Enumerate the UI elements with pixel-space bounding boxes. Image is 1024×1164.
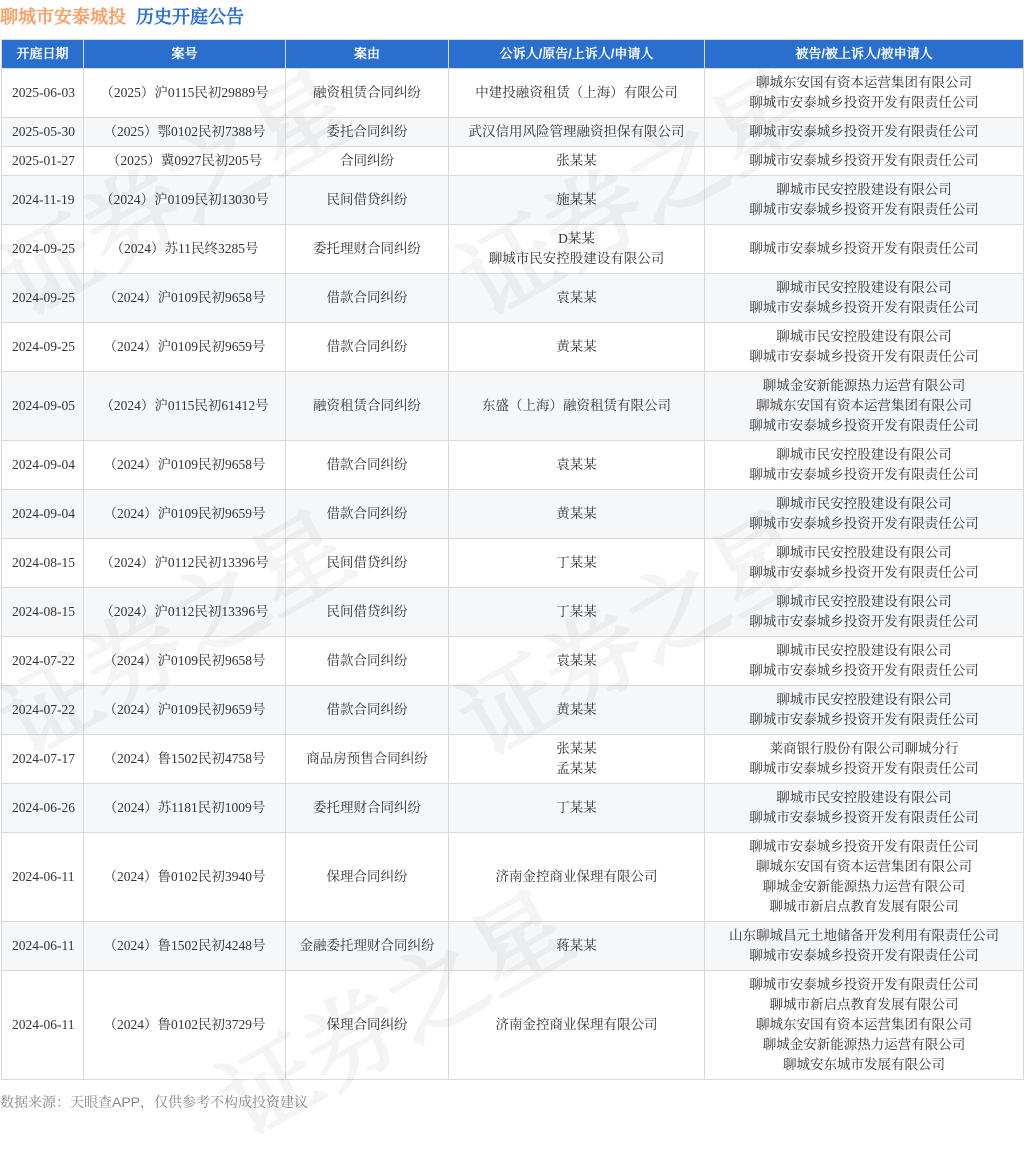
- defendant-name: 聊城市安泰城乡投资开发有限责任公司: [749, 349, 979, 364]
- header-date: 开庭日期: [2, 40, 84, 69]
- defendant-name: 聊城市民安控股建设有限公司: [776, 182, 952, 197]
- case-number-cell: （2024）沪0109民初13030号: [84, 176, 286, 225]
- table-row: [2, 441, 1024, 490]
- hearing-date-cell: 2024-08-15: [2, 539, 84, 588]
- table-body: [2, 69, 1024, 1080]
- hearing-date-cell: 2024-07-22: [2, 637, 84, 686]
- defendant-name: 聊城市民安控股建设有限公司: [776, 280, 952, 295]
- page-header: [0, 0, 1024, 32]
- defendant-cell: [705, 686, 1024, 735]
- case-cause-cell: 金融委托理财合同纠纷: [286, 922, 449, 971]
- case-cause-cell: 融资租赁合同纠纷: [286, 69, 449, 118]
- defendant-cell: [705, 784, 1024, 833]
- plaintiff-cell: [449, 735, 705, 784]
- plaintiff-cell: [449, 372, 705, 441]
- company-name: 聊城市安泰城投: [0, 7, 126, 27]
- hearing-date-cell: 2025-05-30: [2, 118, 84, 147]
- defendant-name: 聊城市安泰城乡投资开发有限责任公司: [749, 614, 979, 629]
- defendant-cell: [705, 971, 1024, 1080]
- case-number-cell: （2025）冀0927民初205号: [84, 147, 286, 176]
- defendant-name: 聊城东安国有资本运营集团有限公司: [756, 75, 972, 90]
- defendant-name: 聊城市安泰城乡投资开发有限责任公司: [749, 839, 979, 854]
- plaintiff-name: 黄某某: [556, 339, 597, 354]
- hearing-date-cell: 2024-11-19: [2, 176, 84, 225]
- case-cause-cell: 保理合同纠纷: [286, 971, 449, 1080]
- case-number-cell: （2024）鲁1502民初4758号: [84, 735, 286, 784]
- plaintiff-name: 蒋某某: [556, 938, 597, 953]
- case-number-cell: （2024）鲁1502民初4248号: [84, 922, 286, 971]
- table-row: [2, 833, 1024, 922]
- page-title: 历史开庭公告: [136, 7, 244, 27]
- case-number-cell: （2024）沪0112民初13396号: [84, 588, 286, 637]
- defendant-name: 聊城市民安控股建设有限公司: [776, 643, 952, 658]
- defendant-name: 聊城安东城市发展有限公司: [783, 1057, 945, 1072]
- plaintiff-name: 济南金控商业保理有限公司: [495, 1017, 658, 1032]
- table-row: [2, 323, 1024, 372]
- case-number-cell: （2024）沪0112民初13396号: [84, 539, 286, 588]
- table-row: [2, 69, 1024, 118]
- defendant-name: 聊城市安泰城乡投资开发有限责任公司: [749, 153, 979, 168]
- defendant-cell: [705, 441, 1024, 490]
- case-cause-cell: 委托理财合同纠纷: [286, 225, 449, 274]
- table-row: [2, 372, 1024, 441]
- defendant-name: 聊城市民安控股建设有限公司: [776, 594, 952, 609]
- plaintiff-name: 丁某某: [556, 800, 597, 815]
- plaintiff-name: 武汉信用风险管理融资担保有限公司: [468, 124, 685, 139]
- defendant-cell: [705, 274, 1024, 323]
- case-cause-cell: 借款合同纠纷: [286, 323, 449, 372]
- defendant-cell: [705, 637, 1024, 686]
- defendant-name: 聊城东安国有资本运营集团有限公司: [756, 398, 972, 413]
- case-number-cell: （2024）苏1181民初1009号: [84, 784, 286, 833]
- case-cause-cell: 保理合同纠纷: [286, 833, 449, 922]
- table-row: [2, 686, 1024, 735]
- plaintiff-name: 济南金控商业保理有限公司: [495, 869, 658, 884]
- plaintiff-cell: [449, 147, 705, 176]
- case-cause-cell: 委托理财合同纠纷: [286, 784, 449, 833]
- case-number-cell: （2024）苏11民终3285号: [84, 225, 286, 274]
- defendant-name: 聊城市民安控股建设有限公司: [776, 790, 952, 805]
- defendant-name: 聊城东安国有资本运营集团有限公司: [756, 859, 972, 874]
- case-number-cell: （2024）沪0109民初9658号: [84, 637, 286, 686]
- defendant-cell: [705, 176, 1024, 225]
- hearing-date-cell: 2024-06-26: [2, 784, 84, 833]
- defendant-name: 聊城市安泰城乡投资开发有限责任公司: [749, 810, 979, 825]
- case-number-cell: （2024）沪0109民初9659号: [84, 686, 286, 735]
- plaintiff-cell: [449, 686, 705, 735]
- hearing-date-cell: 2024-09-25: [2, 323, 84, 372]
- table-row: [2, 922, 1024, 971]
- plaintiff-cell: [449, 588, 705, 637]
- table-row: [2, 971, 1024, 1080]
- defendant-name: 聊城市新启点教育发展有限公司: [769, 997, 959, 1012]
- header-plaintiff: 公诉人/原告/上诉人/申请人: [449, 40, 705, 69]
- defendant-name: 聊城市安泰城乡投资开发有限责任公司: [749, 241, 979, 256]
- plaintiff-cell: [449, 274, 705, 323]
- table-row: [2, 490, 1024, 539]
- case-cause-cell: 借款合同纠纷: [286, 274, 449, 323]
- plaintiff-cell: [449, 69, 705, 118]
- defendant-cell: [705, 372, 1024, 441]
- plaintiff-cell: [449, 118, 705, 147]
- table-row: [2, 176, 1024, 225]
- plaintiff-cell: [449, 323, 705, 372]
- case-number-cell: （2025）沪0115民初29889号: [84, 69, 286, 118]
- defendant-name: 聊城市安泰城乡投资开发有限责任公司: [749, 761, 979, 776]
- plaintiff-name: 中建投融资租赁（上海）有限公司: [475, 85, 678, 100]
- defendant-name: 聊城东安国有资本运营集团有限公司: [756, 1017, 972, 1032]
- hearing-date-cell: 2024-09-05: [2, 372, 84, 441]
- court-announcement-table: [1, 39, 1024, 1080]
- case-number-cell: （2024）沪0109民初9659号: [84, 323, 286, 372]
- table-row: [2, 637, 1024, 686]
- plaintiff-name: 黄某某: [556, 702, 597, 717]
- hearing-date-cell: 2024-08-15: [2, 588, 84, 637]
- case-cause-cell: 借款合同纠纷: [286, 637, 449, 686]
- case-number-cell: （2024）鲁0102民初3729号: [84, 971, 286, 1080]
- plaintiff-name: 丁某某: [556, 555, 597, 570]
- plaintiff-name: 张某某: [556, 153, 597, 168]
- case-cause-cell: 借款合同纠纷: [286, 490, 449, 539]
- hearing-date-cell: 2025-06-03: [2, 69, 84, 118]
- hearing-date-cell: 2024-07-22: [2, 686, 84, 735]
- case-cause-cell: 商品房预售合同纠纷: [286, 735, 449, 784]
- defendant-name: 聊城市安泰城乡投资开发有限责任公司: [749, 663, 979, 678]
- defendant-name: 聊城金安新能源热力运营有限公司: [762, 1037, 966, 1052]
- defendant-cell: [705, 225, 1024, 274]
- defendant-cell: [705, 735, 1024, 784]
- plaintiff-cell: [449, 539, 705, 588]
- plaintiff-name: 丁某某: [556, 604, 597, 619]
- plaintiff-name: D某某: [558, 231, 595, 246]
- plaintiff-cell: [449, 637, 705, 686]
- plaintiff-cell: [449, 490, 705, 539]
- table-row: [2, 225, 1024, 274]
- header-defendant: 被告/被上诉人/被申请人: [705, 40, 1024, 69]
- defendant-name: 聊城市安泰城乡投资开发有限责任公司: [749, 202, 979, 217]
- hearing-date-cell: 2024-09-25: [2, 274, 84, 323]
- plaintiff-name: 张某某: [556, 741, 597, 756]
- plaintiff-name: 孟某某: [556, 761, 597, 776]
- table-row: [2, 784, 1024, 833]
- defendant-name: 聊城市民安控股建设有限公司: [776, 496, 952, 511]
- defendant-cell: [705, 833, 1024, 922]
- plaintiff-name: 黄某某: [556, 506, 597, 521]
- case-cause-cell: 融资租赁合同纠纷: [286, 372, 449, 441]
- defendant-cell: [705, 118, 1024, 147]
- table-header-row: [2, 40, 1024, 69]
- hearing-date-cell: 2024-09-25: [2, 225, 84, 274]
- case-cause-cell: 民间借贷纠纷: [286, 588, 449, 637]
- hearing-date-cell: 2024-09-04: [2, 441, 84, 490]
- plaintiff-name: 聊城市民安控股建设有限公司: [488, 251, 665, 266]
- defendant-cell: [705, 922, 1024, 971]
- hearing-date-cell: 2024-06-11: [2, 922, 84, 971]
- plaintiff-cell: [449, 176, 705, 225]
- case-number-cell: （2024）沪0109民初9658号: [84, 274, 286, 323]
- defendant-cell: [705, 539, 1024, 588]
- case-cause-cell: 合同纠纷: [286, 147, 449, 176]
- table-row: [2, 539, 1024, 588]
- defendant-cell: [705, 490, 1024, 539]
- defendant-name: 聊城市安泰城乡投资开发有限责任公司: [749, 948, 979, 963]
- defendant-name: 山东聊城昌元土地储备开发利用有限责任公司: [729, 928, 999, 943]
- plaintiff-cell: [449, 833, 705, 922]
- plaintiff-cell: [449, 225, 705, 274]
- plaintiff-name: 袁某某: [556, 290, 597, 305]
- plaintiff-cell: [449, 441, 705, 490]
- defendant-cell: [705, 69, 1024, 118]
- defendant-name: 聊城市民安控股建设有限公司: [776, 692, 952, 707]
- data-source-note: 数据来源：天眼查APP，仅供参考不构成投资建议: [0, 1094, 309, 1110]
- case-cause-cell: 借款合同纠纷: [286, 441, 449, 490]
- plaintiff-name: 东盛（上海）融资租赁有限公司: [482, 398, 671, 413]
- case-cause-cell: 委托合同纠纷: [286, 118, 449, 147]
- hearing-date-cell: 2024-06-11: [2, 971, 84, 1080]
- defendant-name: 聊城市民安控股建设有限公司: [776, 447, 952, 462]
- plaintiff-name: 施某某: [556, 192, 597, 207]
- table-row: [2, 147, 1024, 176]
- defendant-name: 聊城市新启点教育发展有限公司: [769, 899, 959, 914]
- plaintiff-cell: [449, 922, 705, 971]
- plaintiff-name: 袁某某: [556, 653, 597, 668]
- defendant-name: 聊城金安新能源热力运营有限公司: [762, 378, 966, 393]
- defendant-name: 聊城市安泰城乡投资开发有限责任公司: [749, 977, 979, 992]
- case-number-cell: （2024）鲁0102民初3940号: [84, 833, 286, 922]
- defendant-cell: [705, 147, 1024, 176]
- case-cause-cell: 民间借贷纠纷: [286, 176, 449, 225]
- defendant-name: 聊城市安泰城乡投资开发有限责任公司: [749, 124, 979, 139]
- defendant-name: 莱商银行股份有限公司聊城分行: [769, 741, 959, 756]
- defendant-name: 聊城市安泰城乡投资开发有限责任公司: [749, 516, 979, 531]
- case-number-cell: （2024）沪0109民初9659号: [84, 490, 286, 539]
- case-cause-cell: 民间借贷纠纷: [286, 539, 449, 588]
- hearing-date-cell: 2024-09-04: [2, 490, 84, 539]
- case-cause-cell: 借款合同纠纷: [286, 686, 449, 735]
- defendant-name: 聊城市民安控股建设有限公司: [776, 329, 952, 344]
- case-number-cell: （2024）沪0115民初61412号: [84, 372, 286, 441]
- hearing-date-cell: 2024-07-17: [2, 735, 84, 784]
- header-cause: 案由: [286, 40, 449, 69]
- header-case-number: 案号: [84, 40, 286, 69]
- plaintiff-cell: [449, 971, 705, 1080]
- case-number-cell: （2025）鄂0102民初7388号: [84, 118, 286, 147]
- defendant-name: 聊城市安泰城乡投资开发有限责任公司: [749, 95, 979, 110]
- hearing-date-cell: 2025-01-27: [2, 147, 84, 176]
- defendant-name: 聊城市安泰城乡投资开发有限责任公司: [749, 300, 979, 315]
- case-number-cell: （2024）沪0109民初9658号: [84, 441, 286, 490]
- hearing-date-cell: 2024-06-11: [2, 833, 84, 922]
- defendant-name: 聊城市安泰城乡投资开发有限责任公司: [749, 565, 979, 580]
- defendant-cell: [705, 588, 1024, 637]
- defendant-cell: [705, 323, 1024, 372]
- defendant-name: 聊城市安泰城乡投资开发有限责任公司: [749, 418, 979, 433]
- plaintiff-name: 袁某某: [556, 457, 597, 472]
- table-row: [2, 118, 1024, 147]
- defendant-name: 聊城市安泰城乡投资开发有限责任公司: [749, 467, 979, 482]
- defendant-name: 聊城市民安控股建设有限公司: [776, 545, 952, 560]
- defendant-name: 聊城金安新能源热力运营有限公司: [762, 879, 966, 894]
- table-row: [2, 274, 1024, 323]
- table-row: [2, 588, 1024, 637]
- defendant-name: 聊城市安泰城乡投资开发有限责任公司: [749, 712, 979, 727]
- plaintiff-cell: [449, 784, 705, 833]
- table-row: [2, 735, 1024, 784]
